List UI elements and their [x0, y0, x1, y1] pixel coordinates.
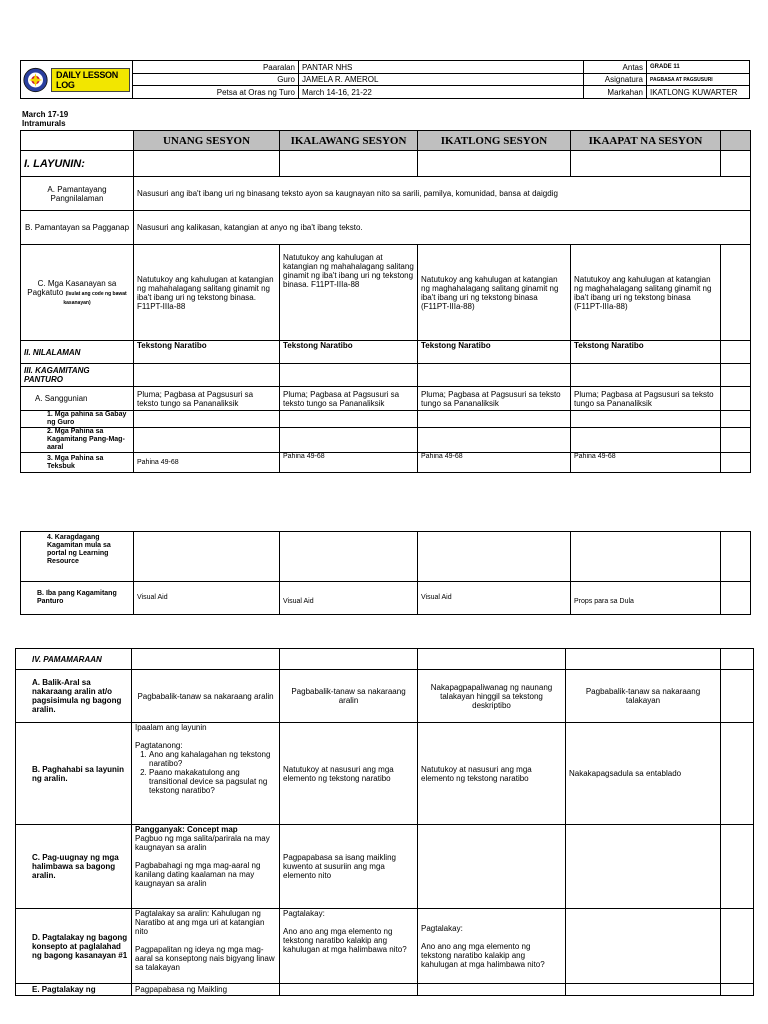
pamantayan-pagganap-label: B. Pamantayan sa Pagganap	[21, 211, 134, 245]
quarter-label: Markahan	[584, 86, 647, 99]
balik-aral-cell-extra	[721, 670, 754, 723]
grade-value: GRADE 11	[647, 61, 750, 74]
sanggunian-cell-extra	[721, 387, 751, 411]
kagamitan-cell-3	[418, 364, 571, 387]
paghahabi-question-heading: Pagtatanong:	[135, 741, 183, 750]
kasanayan-cell-3: Natutukoy ang kahulugan at katangian ng maghahalagang salitang ginamit ng iba't ibang uri ng tekstong binasa (F11PT-IIIa-88)	[418, 245, 571, 341]
teksbuk-cell-1: Pahina 49-68	[134, 453, 280, 473]
pagtalakay-1-col2-text: Ano ano ang mga elemento ng tekstong naratibo kalakip ang kahulugan at mga halimbawa nito?	[283, 927, 407, 954]
pamamaraan-cell-2	[280, 649, 418, 670]
balik-aral-cell-1: Pagbabalik-tanaw sa nakaraang aralin	[132, 670, 280, 723]
kagamitang-mag-aaral-cell-3	[418, 428, 571, 453]
kagamitang-mag-aaral-cell-4	[571, 428, 721, 453]
pagtalakay-1-col2-heading: Pagtalakay:	[283, 909, 325, 918]
pagtalakay-2-label: E. Pagtalakay ng	[16, 984, 132, 996]
iba-pang-kagamitan-cell-4: Props para sa Dula	[571, 582, 721, 615]
pag-uugnay-cell-3	[418, 825, 566, 909]
pag-uugnay-cell-1	[132, 825, 280, 909]
school-label: Paaralan	[133, 61, 299, 74]
pagtalakay-2-cell-extra	[721, 984, 754, 996]
session-header-extra	[721, 131, 751, 151]
quarter-value: IKATLONG KUWARTER	[647, 86, 750, 99]
paghahabi-cell-1	[132, 723, 280, 825]
sanggunian-cell-1: Pluma; Pagbasa at Pagsusuri sa teksto tungo sa Pananaliksik	[134, 387, 280, 411]
iba-pang-kagamitan-cell-extra	[721, 582, 751, 615]
paghahabi-question-2: 2. Paano makakatulong ang transitional device sa pagsulat ng tekstong naratibo?	[149, 768, 276, 795]
teksbuk-cell-extra	[721, 453, 751, 473]
balik-aral-label: A. Balik-Aral sa nakaraang aralin at/o pagsisimula ng bagong aralin.	[16, 670, 132, 723]
pamamaraan-heading: IV. PAMAMARAAN	[16, 649, 132, 670]
kagamitan-cell-1	[134, 364, 280, 387]
sanggunian-cell-4: Pluma; Pagbasa at Pagsusuri sa teksto tungo sa Pananaliksik	[571, 387, 721, 411]
pagtalakay-1-cell-4	[566, 909, 721, 984]
paghahabi-question-1: 1. Ano ang kahalagahan ng tekstong naratibo?	[149, 750, 276, 768]
date-time-label: Petsa at Oras ng Turo	[133, 86, 299, 99]
pagtalakay-2-cell-3	[418, 984, 566, 996]
kasanayan-cell-extra	[721, 245, 751, 341]
kasanayan-label-text: C. Mga Kasanayan sa Pagkatuto	[27, 279, 117, 297]
pagtalakay-1-col3-text: Ano ano ang mga elemento ng tekstong naratibo kalakip ang kahulugan at mga halimbawa nito?	[421, 941, 545, 969]
session-header-2: IKALAWANG SESYON	[280, 131, 418, 151]
kagamitan-cell-4	[571, 364, 721, 387]
karagdagang-kagamitan-cell-1	[134, 532, 280, 582]
iba-pang-kagamitan-cell-2: Visual Aid	[280, 582, 418, 615]
date-time-value: March 14-16, 21-22	[299, 86, 584, 99]
kasanayan-label	[21, 245, 134, 341]
paghahabi-cell-4: Nakakapagsadula sa entablado	[566, 723, 721, 825]
balik-aral-cell-4: Pagbabalik-tanaw sa nakaraang talakayan	[566, 670, 721, 723]
kagamitang-mag-aaral-cell-2	[280, 428, 418, 453]
kasanayan-cell-1: Natutukoy ang kahulugan at katangian ng mahahalagang salitang ginamit ng iba't ibang uri ng tekstong binasa. F11PT-IIIa-88	[134, 245, 280, 341]
pagtalakay-1-paragraph-1: Pagtalakay sa aralin: Kahulugan ng Naratibo at ang mga uri at katangian nito	[135, 909, 265, 936]
nilalaman-cell-1: Tekstong Naratibo	[134, 341, 280, 364]
pamantayan-pagganap-text: Nasusuri ang kalikasan, katangian at anyo ng iba't ibang teksto.	[134, 211, 751, 245]
paghahabi-cell-2: Natutukoy at nasusuri ang mga elemento ng tekstong naratibo	[280, 723, 418, 825]
pagtalakay-1-cell-1	[132, 909, 280, 984]
teacher-value: JAMELA R. AMEROL	[299, 74, 584, 86]
kagamitang-mag-aaral-cell-1	[134, 428, 280, 453]
logo-cell	[21, 61, 133, 99]
intramurals-note	[22, 110, 68, 128]
karagdagang-kagamitan-cell-4	[571, 532, 721, 582]
session-header-3: IKATLONG SESYON	[418, 131, 571, 151]
balik-aral-cell-3: Nakapagpapaliwanag ng naunang talakayan hinggil sa tekstong deskriptibo	[418, 670, 566, 723]
pagtalakay-2-cell-2	[280, 984, 418, 996]
kagamitang-mag-aaral-cell-extra	[721, 428, 751, 453]
layunin-cell-4	[571, 151, 721, 177]
teksbuk-cell-3: Pahina 49-68	[418, 453, 571, 473]
nilalaman-cell-extra	[721, 341, 751, 364]
pagtalakay-1-col3-heading: Pagtalakay:	[421, 923, 463, 933]
karagdagang-kagamitan-cell-extra	[721, 532, 751, 582]
pagtalakay-2-cell-1: Pagpapabasa ng Maikling	[132, 984, 280, 996]
session-header-4: IKAAPAT NA SESYON	[571, 131, 721, 151]
kagamitang-mag-aaral-label: 2. Mga Pahina sa Kagamitang Pang-Mag-aaral	[21, 428, 134, 453]
teacher-label: Guro	[133, 74, 299, 86]
layunin-cell-3	[418, 151, 571, 177]
kagamitan-cell-extra	[721, 364, 751, 387]
session-header-blank	[21, 131, 134, 151]
layunin-cell-2	[280, 151, 418, 177]
header-table	[20, 60, 750, 99]
karagdagang-kagamitan-cell-2	[280, 532, 418, 582]
kasanayan-cell-4: Natutukoy ang kahulugan at katangian ng maghahalagang salitang ginamit ng iba't ibang uri ng tekstong binasa (F11PT-IIIa-88)	[571, 245, 721, 341]
lesson-table-part2	[20, 531, 751, 615]
kagamitan-heading: III. KAGAMITANG PANTURO	[21, 364, 134, 387]
pamamaraan-cell-1	[132, 649, 280, 670]
paghahabi-intro: Ipaalam ang layunin	[135, 723, 207, 732]
nilalaman-cell-2: Tekstong Naratibo	[280, 341, 418, 364]
note-dates: March 17-19	[22, 110, 69, 119]
nilalaman-heading: II. NILALAMAN	[21, 341, 134, 364]
pamamaraan-cell-4	[566, 649, 721, 670]
teksbuk-cell-4: Pahina 49-68	[571, 453, 721, 473]
pagtalakay-1-cell-extra	[721, 909, 754, 984]
session-header-1: UNANG SESYON	[134, 131, 280, 151]
subject-value: PAGBASA AT PAGSUSURI	[647, 74, 750, 86]
pag-uugnay-label: C. Pag-uugnay ng mga halimbawa sa bagong aralin.	[16, 825, 132, 909]
sanggunian-label: A. Sanggunian	[21, 387, 134, 411]
pag-uugnay-heading: Pangganyak: Concept map	[135, 825, 238, 834]
pagtalakay-1-cell-3	[418, 909, 566, 984]
pag-uugnay-paragraph-2: Pagbabahagi ng mga mag-aaral ng kanilang dating kaalaman na may kaugnayan sa aralin	[135, 861, 261, 888]
gabay-guro-cell-2	[280, 411, 418, 428]
subject-label: Asignatura	[584, 74, 647, 86]
nilalaman-cell-4: Tekstong Naratibo	[571, 341, 721, 364]
lesson-table-part1	[20, 130, 751, 473]
pagtalakay-2-cell-4	[566, 984, 721, 996]
gabay-guro-cell-extra	[721, 411, 751, 428]
gabay-guro-label: 1. Mga pahina sa Gabay ng Guro	[21, 411, 134, 428]
iba-pang-kagamitan-cell-3: Visual Aid	[418, 582, 571, 615]
pag-uugnay-cell-4	[566, 825, 721, 909]
sanggunian-cell-3: Pluma; Pagbasa at Pagsusuri sa teksto tungo sa Pananaliksik	[418, 387, 571, 411]
pag-uugnay-cell-extra	[721, 825, 754, 909]
iba-pang-kagamitan-cell-1: Visual Aid	[134, 582, 280, 615]
layunin-cell-1	[134, 151, 280, 177]
lesson-table-part3	[15, 648, 754, 996]
layunin-heading: I. LAYUNIN:	[21, 151, 134, 177]
pagtalakay-1-label: D. Pagtalakay ng bagong konsepto at paglalahad ng bagong kasanayan #1	[16, 909, 132, 984]
teksbuk-cell-2: Pahina 49-68	[280, 453, 418, 473]
teksbuk-label: 3. Mga Pahina sa Teksbuk	[21, 453, 134, 473]
pag-uugnay-paragraph-1: Pagbuo ng mga salita/parirala na may kaugnayan sa aralin	[135, 834, 270, 852]
kasanayan-label-note: (Isulat ang code ng bawat kasanayan)	[63, 291, 127, 306]
gabay-guro-cell-3	[418, 411, 571, 428]
nilalaman-cell-3: Tekstong Naratibo	[418, 341, 571, 364]
paghahabi-label: B. Paghahabi sa layunin ng aralin.	[16, 723, 132, 825]
layunin-cell-extra	[721, 151, 751, 177]
kasanayan-cell-2: Natutukoy ang kahulugan at katangian ng mahahalagang salitang ginamit ng iba't ibang uri ng tekstong binasa. F11PT-IIIa-88	[280, 245, 418, 341]
deped-seal-icon	[23, 65, 48, 95]
karagdagang-kagamitan-cell-3	[418, 532, 571, 582]
paghahabi-question-list	[135, 750, 276, 795]
pamantayang-pangnilalaman-label: A. Pamantayang Pangnilalaman	[21, 177, 134, 211]
kagamitan-cell-2	[280, 364, 418, 387]
pamamaraan-cell-extra	[721, 649, 754, 670]
daily-lesson-log-banner: DAILY LESSON LOG	[51, 68, 130, 92]
pamamaraan-cell-3	[418, 649, 566, 670]
grade-label: Antas	[584, 61, 647, 74]
paghahabi-cell-3: Natutukoy at nasusuri ang mga elemento ng tekstong naratibo	[418, 723, 566, 825]
pagtalakay-1-paragraph-2: Pagpapalitan ng ideya ng mga mag-aaral sa konseptong nais bigyang linaw sa talakayan	[135, 945, 275, 972]
paghahabi-cell-extra	[721, 723, 754, 825]
iba-pang-kagamitan-label: B. Iba pang Kagamitang Panturo	[21, 582, 134, 615]
sanggunian-cell-2: Pluma; Pagbasa at Pagsusuri sa teksto tungo sa Pananaliksik	[280, 387, 418, 411]
note-event: Intramurals	[22, 119, 66, 128]
pagtalakay-1-cell-2	[280, 909, 418, 984]
karagdagang-kagamitan-label: 4. Karagdagang Kagamitan mula sa portal ng Learning Resource	[21, 532, 134, 582]
pag-uugnay-cell-2: Pagpapabasa sa isang maikling kuwento at susuriin ang mga elemento nito	[280, 825, 418, 909]
gabay-guro-cell-1	[134, 411, 280, 428]
school-value: PANTAR NHS	[299, 61, 584, 74]
balik-aral-cell-2: Pagbabalik-tanaw sa nakaraang aralin	[280, 670, 418, 723]
gabay-guro-cell-4	[571, 411, 721, 428]
pamantayang-pangnilalaman-text: Nasusuri ang iba't ibang uri ng binasang teksto ayon sa kaugnayan nito sa sarili, pamilya, komunidad, bansa at daigdig	[134, 177, 751, 211]
